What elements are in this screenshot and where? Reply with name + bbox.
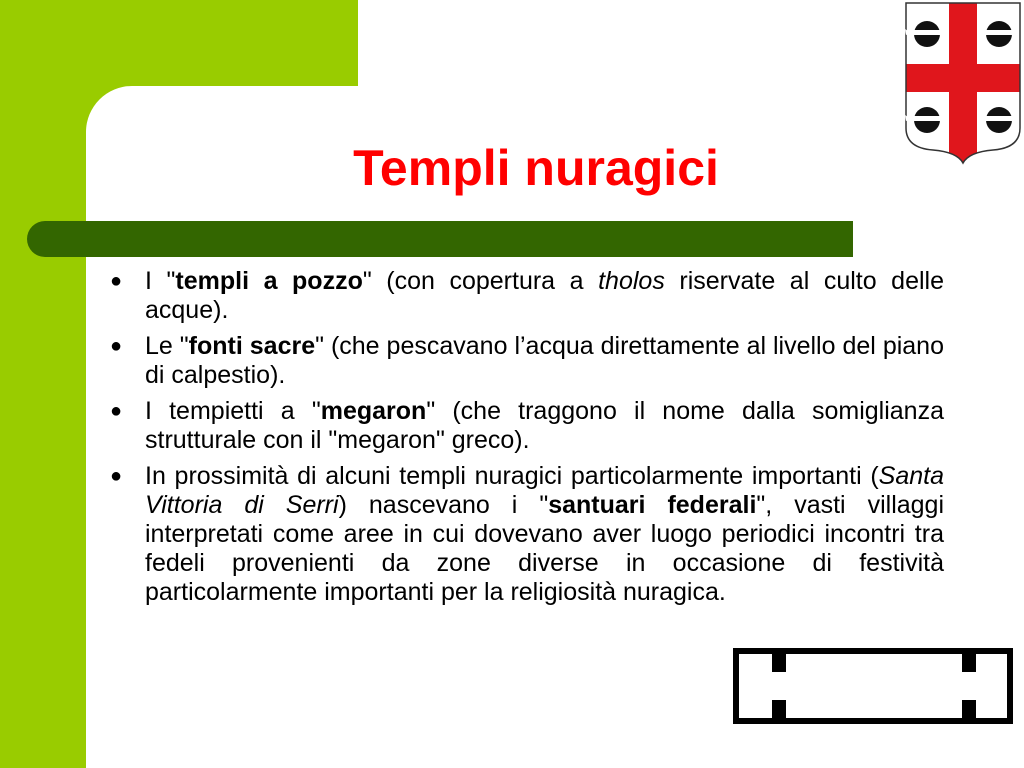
bullet-icon: ●	[110, 270, 123, 292]
bullet-icon: ●	[110, 335, 123, 357]
slide-title: Templi nuragici	[353, 140, 719, 196]
bullet-icon: ●	[110, 400, 123, 422]
temple-floor-plan-icon	[728, 648, 1018, 724]
title-divider-bar	[27, 221, 853, 257]
bullet-item-santuari-federali: ● In prossimità di alcuni templi nuragici particolarmente importanti (Santa Vittoria di Serri) nascevano i "santuari federali", vasti villaggi interpretati come aree in cui dovevano aver luogo periodici incontri tra fedeli provenienti da zone diverse in occasione di festività particolarmente importanti per la religiosità nuragica.	[110, 462, 945, 606]
sardinia-coat-of-arms-icon	[903, 0, 1023, 165]
bullet-icon: ●	[110, 465, 123, 487]
bullet-item-fonti-sacre: ● Le "fonti sacre" (che pescavano l’acqua direttamente al livello del piano di calpestio).	[110, 332, 944, 389]
bullet-item-megaron: ● I tempietti a "megaron" (che traggono il nome dalla somiglianza strutturale con il "megaron" greco).	[110, 397, 944, 454]
bullet-list	[108, 267, 944, 614]
bullet-item-templi-a-pozzo: ● I "templi a pozzo" (con copertura a tholos riservate al culto delle acque).	[110, 267, 945, 324]
